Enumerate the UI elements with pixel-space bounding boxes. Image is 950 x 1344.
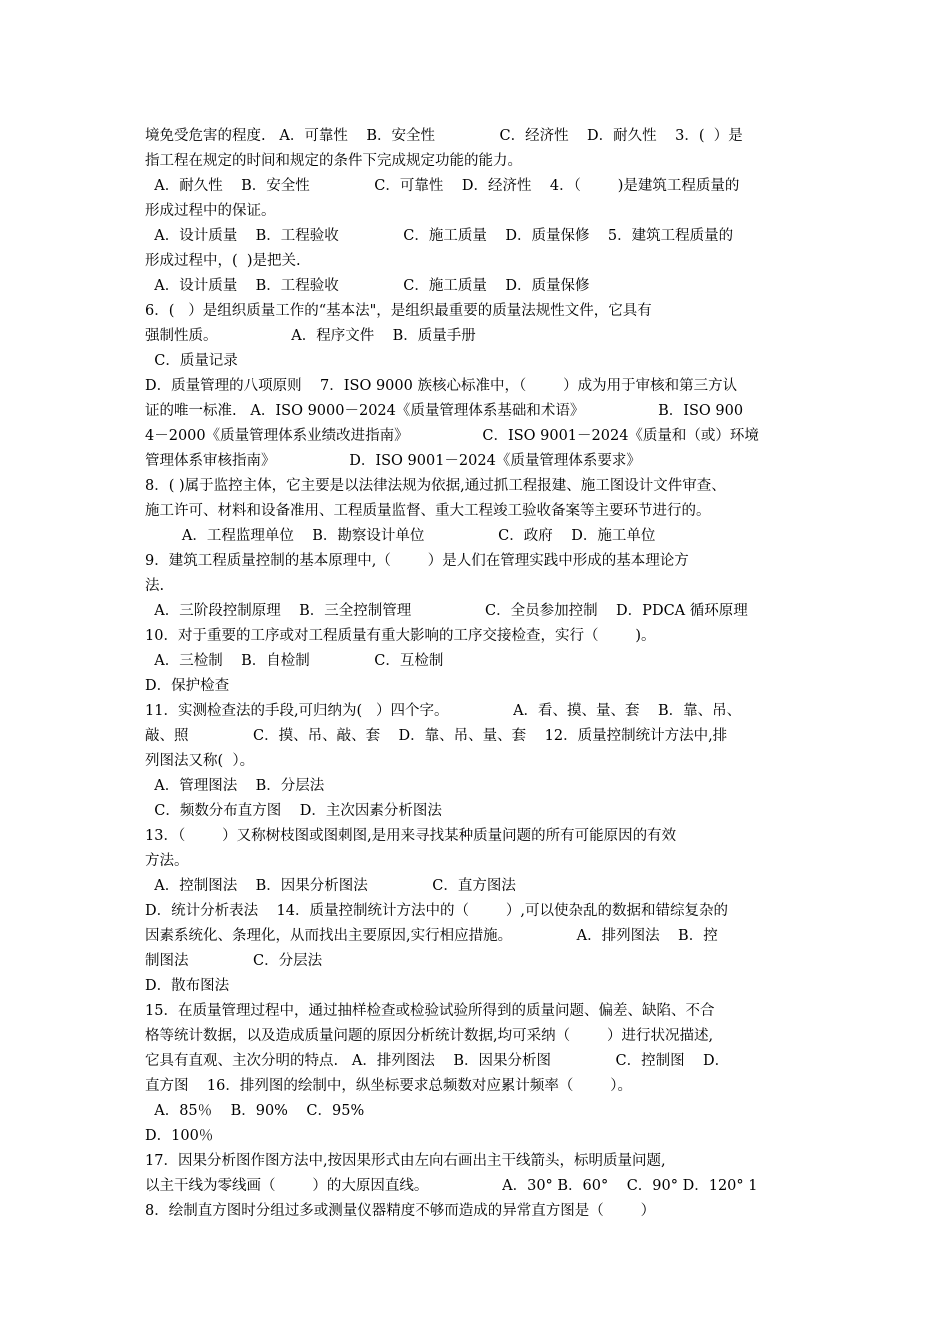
text-line: A．控制图法 B．因果分析图法 C．直方图法 bbox=[145, 878, 516, 894]
text-line: 指工程在规定的时间和规定的条件下完成规定功能的能力。 bbox=[145, 153, 522, 169]
text-line: 强制性质。 A．程序文件 B．质量手册 bbox=[145, 328, 476, 344]
text-line: 15．在质量管理过程中，通过抽样检查或检验试验所得到的质量问题、偏差、缺陷、不合 bbox=[145, 1003, 715, 1019]
text-line: 9．建筑工程质量控制的基本原理中,（ ）是人们在管理实践中形成的基本理论方 bbox=[145, 553, 689, 569]
text-line: C．质量记录 bbox=[145, 353, 238, 369]
text-line: 制图法 C．分层法 bbox=[145, 953, 323, 969]
text-line: 6．( ）是组织质量工作的“基本法"，是组织最重要的质量法规性文件，它具有 bbox=[145, 303, 652, 319]
text-line: D．统计分析表法 14．质量控制统计方法中的（ ）,可以使杂乱的数据和错综复杂的 bbox=[145, 903, 728, 919]
text-line: A．设计质量 B．工程验收 C．施工质量 D．质量保修 5．建筑工程质量的 bbox=[145, 228, 734, 244]
text-line: D．100％ bbox=[145, 1128, 214, 1144]
text-line: A．工程监理单位 B．勘察设计单位 C．政府 D．施工单位 bbox=[145, 528, 656, 544]
text-line: A．管理图法 B．分层法 bbox=[145, 778, 325, 794]
text-line: 11．实测检查法的手段,可归纳为( ）四个字。 A．看、摸、量、套 B．靠、吊、 bbox=[145, 703, 742, 719]
text-line: A．设计质量 B．工程验收 C．施工质量 D．质量保修 bbox=[145, 278, 590, 294]
text-line: 8．绘制直方图时分组过多或测量仪器精度不够而造成的异常直方图是（ ） bbox=[145, 1203, 656, 1219]
text-line: 敲、照 C．摸、吊、敲、套 D．靠、吊、量、套 12．质量控制统计方法中,排 bbox=[145, 728, 728, 744]
text-line: A．耐久性 B．安全性 C．可靠性 D．经济性 4．（ )是建筑工程质量的 bbox=[145, 178, 740, 194]
text-line: D．散布图法 bbox=[145, 978, 230, 994]
text-line: 8．( )属于监控主体，它主要是以法律法规为依据,通过抓工程报建、施工图设计文件审查、 bbox=[145, 478, 726, 494]
text-line: 以主干线为零线画（ ）的大原因直线。 A．30° B．60° C．90° D．120° 1 bbox=[145, 1178, 758, 1194]
text-line: A．85％ B．90% C．95% bbox=[145, 1103, 365, 1119]
text-line: 法. bbox=[145, 578, 165, 594]
text-line: 因素系统化、条理化，从而找出主要原因,实行相应措施。 A．排列图法 B．控 bbox=[145, 928, 718, 944]
text-line: 形成过程中的保证。 bbox=[145, 203, 276, 219]
text-line: 形成过程中，( )是把关. bbox=[145, 253, 301, 269]
text-line: A．三检制 B．自检制 C．互检制 bbox=[145, 653, 444, 669]
text-line: 管理体系审核指南》 D．ISO 9001－2024《质量管理体系要求》 bbox=[145, 453, 641, 469]
text-line: 列图法又称( ）。 bbox=[145, 753, 255, 769]
text-line: 证的唯一标准. A．ISO 9000－2024《质量管理体系基础和术语》 B．ISO 900 bbox=[145, 403, 744, 419]
text-line: D．保护检查 bbox=[145, 678, 230, 694]
text-line: 方法。 bbox=[145, 853, 189, 869]
text-line: C．频数分布直方图 D．主次因素分析图法 bbox=[145, 803, 442, 819]
text-line: 17．因果分析图作图方法中,按因果形式由左向右画出主干线箭头，标明质量问题, bbox=[145, 1153, 666, 1169]
text-line: 直方图 16．排列图的绘制中，纵坐标要求总频数对应累计频率（ ）。 bbox=[145, 1078, 633, 1094]
text-line: 施工许可、材料和设备准用、工程质量监督、重大工程竣工验收备案等主要环节进行的。 bbox=[145, 503, 711, 519]
text-line: A．三阶段控制原理 B．三全控制管理 C．全员参加控制 D．PDCA 循环原理 bbox=[145, 603, 748, 619]
text-line: 境免受危害的程度. A．可靠性 B．安全性 C．经济性 D．耐久性 3．( ）是 bbox=[145, 128, 743, 144]
text-line: 10．对于重要的工序或对工程质量有重大影响的工序交接检查，实行（ )。 bbox=[145, 628, 656, 644]
text-line: D．质量管理的八项原则 7．ISO 9000 族核心标准中，（ ）成为用于审核和第三方认 bbox=[145, 378, 738, 394]
text-line: 格等统计数据，以及造成质量问题的原因分析统计数据,均可采纳（ ）进行状况描述, bbox=[145, 1028, 714, 1044]
document-body bbox=[145, 124, 825, 1224]
text-line: 它具有直观、主次分明的特点. A．排列图法 B．因果分析图 C．控制图 D． bbox=[145, 1053, 730, 1069]
text-line: 13．（ ）又称树枝图或图刺图,是用来寻找某种质量问题的所有可能原因的有效 bbox=[145, 828, 677, 844]
text-line: 4－2000《质量管理体系业绩改进指南》 C．ISO 9001－2024《质量和（或）环境 bbox=[145, 428, 759, 444]
